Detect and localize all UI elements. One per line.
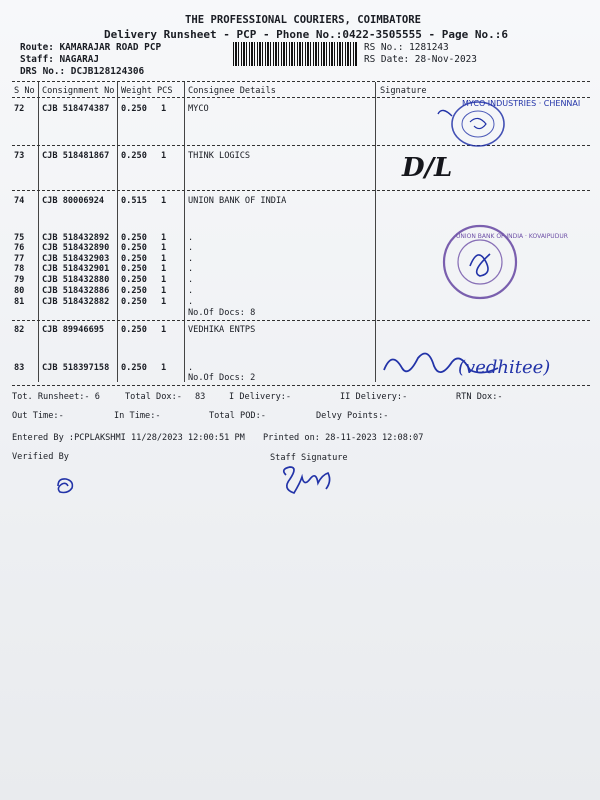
docs-count: No.Of Docs: 8: [188, 308, 256, 318]
row-consignee: .: [188, 254, 194, 264]
row-consignment: CJB 518432886: [42, 286, 110, 296]
row-pcs: 1: [161, 264, 167, 274]
col-divider: [117, 82, 118, 382]
row-pcs: 1: [161, 325, 167, 335]
stamp-text: MYCO INDUSTRIES · CHENNAI: [462, 99, 581, 108]
out-time: Out Time:-: [12, 411, 64, 421]
col-sno: S No: [14, 86, 35, 96]
stamp-text: UNION BANK OF INDIA · KOVAIPUDUR: [456, 233, 568, 240]
total-dox-value: 83: [195, 392, 206, 402]
handwritten-signature: (vedhitee): [458, 357, 551, 378]
row-weight: 0.515: [121, 196, 147, 206]
row-consignment: CJB 518397158: [42, 363, 110, 373]
row-sno: 79: [14, 275, 25, 285]
in-time: In Time:-: [114, 411, 161, 421]
row-pcs: 1: [161, 286, 167, 296]
row-pcs: 1: [161, 363, 167, 373]
company-stamp-myco: [430, 92, 581, 152]
row-consignment: CJB 89946695: [42, 325, 105, 335]
row-weight: 0.250: [121, 233, 147, 243]
row-consignee: .: [188, 243, 194, 253]
row-consignment: CJB 518474387: [42, 104, 110, 114]
row-consignment: CJB 518432882: [42, 297, 110, 307]
row-consignee: MYCO: [188, 104, 209, 114]
row-pcs: 1: [161, 243, 167, 253]
row-consignee: THINK LOGICS: [188, 151, 251, 161]
row-consignment: CJB 518432880: [42, 275, 110, 285]
row-pcs: 1: [161, 233, 167, 243]
row-consignment: CJB 518432890: [42, 243, 110, 253]
row-sno: 74: [14, 196, 25, 206]
staff-signature-mark: [276, 463, 346, 503]
row-weight: 0.250: [121, 325, 147, 335]
barcode: [233, 42, 357, 66]
row-pcs: 1: [161, 254, 167, 264]
row-consignee: .: [188, 297, 194, 307]
bank-stamp: [440, 222, 568, 302]
row-rule: [12, 190, 590, 191]
row-sno: 81: [14, 297, 25, 307]
row-consignment: CJB 518432892: [42, 233, 110, 243]
row-consignment: CJB 518481867: [42, 151, 110, 161]
total-runsheet: Tot. Runsheet:- 6: [12, 392, 100, 402]
row-pcs: 1: [161, 275, 167, 285]
row-pcs: 1: [161, 196, 167, 206]
row-consignee: .: [188, 233, 194, 243]
row-weight: 0.250: [121, 275, 147, 285]
ii-delivery: II Delivery:-: [340, 392, 408, 402]
row-consignee: .: [188, 363, 194, 373]
row-consignee: VEDHIKA ENTPS: [188, 325, 256, 335]
row-rule: [12, 320, 590, 321]
row-pcs: 1: [161, 297, 167, 307]
col-consignee: Consignee Details: [188, 86, 276, 96]
col-weight: Weight: [121, 86, 153, 96]
row-sno: 77: [14, 254, 25, 264]
staff-label: Staff: NAGARAJ: [20, 54, 100, 65]
row-weight: 0.250: [121, 104, 147, 114]
col-pcs: PCS: [157, 86, 173, 96]
drs-number: DRS No.: DCJB128124306: [20, 66, 145, 77]
docs-count: No.Of Docs: 2: [188, 373, 256, 383]
staff-signature-label: Staff Signature: [270, 453, 348, 463]
col-signature: Signature: [380, 86, 427, 96]
row-consignment: CJB 518432903: [42, 254, 110, 264]
rs-number: RS No.: 1281243: [364, 42, 449, 53]
col-consignment: Consignment No: [42, 86, 115, 96]
i-delivery: I Delivery:-: [229, 392, 292, 402]
row-sno: 73: [14, 151, 25, 161]
row-weight: 0.250: [121, 264, 147, 274]
row-sno: 78: [14, 264, 25, 274]
col-divider: [184, 82, 185, 382]
rs-date: RS Date: 28-Nov-2023: [364, 54, 477, 65]
row-weight: 0.250: [121, 254, 147, 264]
row-sno: 75: [14, 233, 25, 243]
row-weight: 0.250: [121, 286, 147, 296]
col-divider: [38, 82, 39, 382]
route-label: Route: KAMARAJAR ROAD PCP: [20, 42, 162, 53]
verified-by: Verified By: [12, 452, 69, 462]
row-sno: 80: [14, 286, 25, 296]
row-pcs: 1: [161, 151, 167, 161]
runsheet-subtitle: Delivery Runsheet - PCP - Phone No.:0422-3505555 - Page No.:6: [104, 28, 508, 41]
row-weight: 0.250: [121, 243, 147, 253]
row-sno: 83: [14, 363, 25, 373]
company-title: THE PROFESSIONAL COURIERS, COIMBATORE: [185, 14, 421, 26]
col-divider: [375, 82, 376, 382]
printed-on: Printed on: 28-11-2023 12:08:07: [263, 433, 424, 443]
row-sno: 72: [14, 104, 25, 114]
handwritten-dl-mark: D/L: [402, 153, 453, 183]
row-consignee: UNION BANK OF INDIA: [188, 196, 287, 206]
row-consignment: CJB 518432901: [42, 264, 110, 274]
row-sno: 76: [14, 243, 25, 253]
verifier-initial-mark: [52, 474, 82, 498]
row-weight: 0.250: [121, 363, 147, 373]
row-weight: 0.250: [121, 151, 147, 161]
row-consignee: .: [188, 264, 194, 274]
row-consignee: .: [188, 275, 194, 285]
rtn-dox: RTN Dox:-: [456, 392, 503, 402]
row-weight: 0.250: [121, 297, 147, 307]
row-consignment: CJB 80006924: [42, 196, 105, 206]
row-pcs: 1: [161, 104, 167, 114]
row-consignee: .: [188, 286, 194, 296]
header-rule-top: [12, 81, 590, 82]
total-pod: Total POD:-: [209, 411, 266, 421]
entered-by: Entered By :PCPLAKSHMI 11/28/2023 12:00:51 PM: [12, 433, 245, 443]
delvy-points: Delvy Points:-: [316, 411, 389, 421]
total-dox-label: Total Dox:-: [125, 392, 182, 402]
row-sno: 82: [14, 325, 25, 335]
